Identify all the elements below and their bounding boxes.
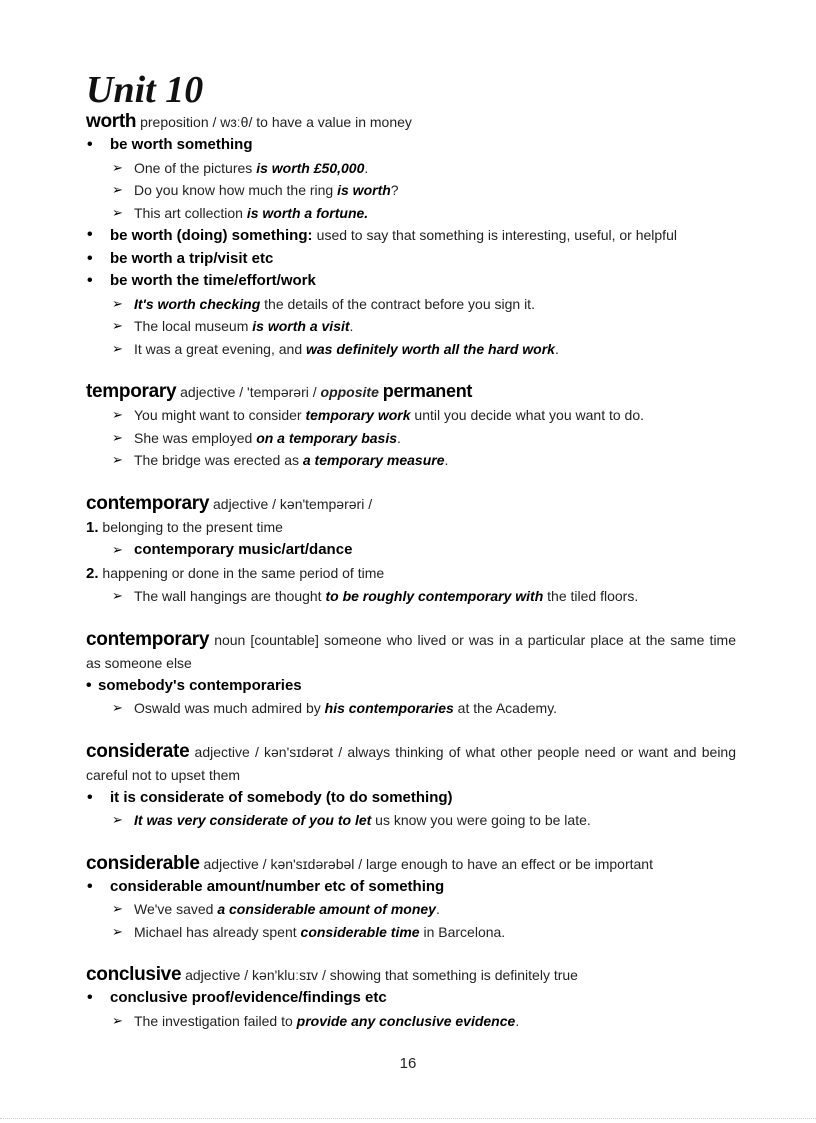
phrase-bullet: • be worth the time/effort/work: [86, 270, 736, 293]
example: ➢ Do you know how much the ring is worth?: [86, 179, 736, 202]
entry-info: adjective / kən'kluːsɪv / showing that something is definitely true: [185, 967, 578, 983]
entry-headline: [86, 110, 736, 134]
entry-headline: [86, 380, 736, 404]
entry-info: preposition / wɜːθ/ to have a value in money: [140, 114, 412, 130]
entry-contemporary-adjective: [86, 492, 736, 608]
entry-contemporary-noun: [86, 628, 736, 720]
phrase-bullet: • be worth something: [86, 134, 736, 157]
example: ➢ She was employed on a temporary basis.: [86, 427, 736, 450]
entry-headline: [86, 492, 736, 516]
page-number: 16: [399, 1055, 417, 1072]
entry-temporary: [86, 380, 736, 472]
headword: contemporary: [86, 628, 210, 650]
unit-title: Unit 10: [86, 69, 204, 111]
example: ➢ Michael has already spent considerable time in Barcelona.: [86, 921, 736, 944]
example: ➢ The bridge was erected as a temporary measure.: [86, 449, 736, 472]
example: ➢ One of the pictures is worth £50,000.: [86, 157, 736, 180]
phrase-bullet: • considerable amount/number etc of something: [86, 876, 736, 899]
entry-headline: [86, 852, 736, 876]
entry-info: adjective / kən'sɪdərəbəl / large enough to have an effect or be important: [203, 855, 653, 872]
example: ➢ The local museum is worth a visit.: [86, 315, 736, 338]
sense-2: 2. happening or done in the same period of time: [86, 564, 385, 582]
headword: considerate: [86, 740, 190, 762]
example: ➢ The investigation failed to provide any conclusive evidence.: [86, 1010, 736, 1033]
entry-info: adjective / kən'tempərəri /: [213, 495, 373, 512]
phrase-bullet: • conclusive proof/evidence/findings etc: [86, 987, 736, 1010]
entry-info: noun [countable] someone who lived or was in a particular place at the same time as someone else: [86, 631, 737, 671]
headword: temporary: [86, 381, 177, 402]
entry-info: adjective / 'tempərəri /: [180, 384, 317, 400]
entry-headline: [86, 628, 736, 675]
phrase-definition: used to say that something is interesting, useful, or helpful: [316, 227, 677, 243]
phrase-bullet: • it is considerate of somebody (to do something): [86, 787, 736, 810]
opposite-label: opposite: [320, 384, 379, 400]
phrase-bullet: • be worth a trip/visit etc: [86, 248, 736, 271]
headword: worth: [86, 111, 137, 132]
dictionary-page: [86, 70, 736, 1032]
entry-headline: [86, 740, 736, 787]
entry-headline: [86, 963, 736, 987]
example: ➢ Oswald was much admired by his contemporaries at the Academy.: [86, 697, 736, 720]
footer-divider: [0, 1118, 816, 1119]
example: ➢ The wall hangings are thought to be roughly contemporary with the tiled floors.: [86, 585, 736, 608]
phrase-bullet: • somebody's contemporaries: [86, 675, 736, 698]
phrase-bullet: • be worth (doing) something: used to say that something is interesting, useful, or helpful: [86, 224, 736, 248]
entry-considerable: [86, 852, 736, 944]
example: ➢ It was very considerate of you to let us know you were going to be late.: [86, 809, 736, 832]
example: ➢ This art collection is worth a fortune.: [86, 202, 736, 225]
entry-considerate: [86, 740, 736, 832]
example: ➢ We've saved a considerable amount of money.: [86, 898, 736, 921]
entry-info: adjective / kən'sɪdərət / always thinking of what other people need or want and being careful not to upset them: [86, 743, 737, 783]
example: ➢ It's worth checking the details of the contract before you sign it.: [86, 293, 736, 316]
example: ➢ It was a great evening, and was definitely worth all the hard work.: [86, 338, 736, 361]
entry-worth: [86, 110, 736, 360]
entry-conclusive: [86, 963, 736, 1032]
sense-1: 1. belonging to the present time: [86, 518, 283, 536]
example: ➢ contemporary music/art/dance: [86, 539, 736, 562]
example: ➢ You might want to consider temporary work until you decide what you want to do.: [86, 404, 736, 427]
headword: considerable: [86, 852, 200, 874]
opposite-word: permanent: [382, 381, 473, 401]
headword: contemporary: [86, 492, 210, 514]
headword: conclusive: [86, 964, 182, 985]
